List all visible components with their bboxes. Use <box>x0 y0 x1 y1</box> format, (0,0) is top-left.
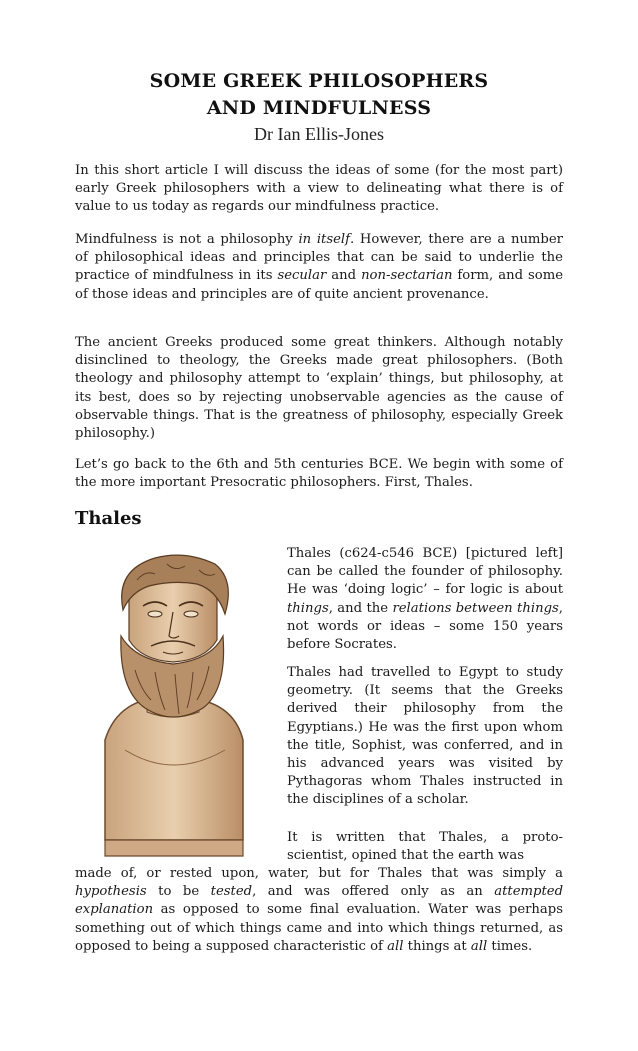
text-run: to be <box>146 884 211 900</box>
emphasis: secular <box>277 268 327 284</box>
title-line-2: AND MINDFULNESS <box>206 97 432 119</box>
emphasis: all <box>470 938 488 954</box>
emphasis: non-sectarian <box>361 268 453 284</box>
text-run: , and was offered only as an <box>252 884 495 900</box>
paragraph-egypt: Thales had travelled to Egypt to study geometry. (It seems that the Greeks derived their philosophy from the Egyptians.) He was the first upon whom the title, Sophist, was conferred, and in his advanced years was visited by Pythagoras whom Thales instructed in the disciplines of a scholar. <box>287 665 563 808</box>
paragraph-founder <box>287 545 563 654</box>
text-run: made of, or rested upon, water, but for Thales that was simply a <box>75 866 563 881</box>
text-run: as opposed to some final evaluation. Water was perhaps something out of which things came and into which things returned, as opposed to being a supposed characteristic of <box>75 902 563 954</box>
text-run: . However, there are a number of philosophical ideas and principles that can be said to underlie the practice of mindfulness in its <box>75 232 563 284</box>
emphasis: hypothesis <box>75 884 147 900</box>
emphasis: attempted explanation <box>75 884 564 918</box>
author: Dr Ian Ellis-Jones <box>254 124 384 144</box>
text-run: things at <box>403 938 471 954</box>
paragraph-greeks: The ancient Greeks produced some great thinkers. Although notably disinclined to theology, the Greeks made great philosophers. (Both theology and philosophy attempt to ‘explain’ things, but philosophy, at its best, does so by rejecting unobservable agencies as the cause of observable things. That is the greatness of philosophy, especially Greek philosophy.) <box>75 335 563 442</box>
section-heading-thales: Thales <box>75 508 142 529</box>
text-run: Thales (c624-c546 BCE) [pictured left] can be called the founder of philosophy. He was ‘doing logic’ – for logic is about <box>287 546 563 598</box>
emphasis: tested <box>210 884 253 900</box>
paragraph-intro: In this short article I will discuss the ideas of some (for the most part) early Greek philosophers with a view to delineating what there is of value to us today as regards our mindfulness practice. <box>75 163 563 215</box>
paragraph-water <box>75 865 563 956</box>
title-line-1: SOME GREEK PHILOSOPHERS <box>149 70 489 92</box>
text-run: times. <box>487 938 533 954</box>
emphasis: in itself <box>298 232 351 247</box>
paragraph-mindfulness <box>75 231 563 304</box>
text-run: and <box>326 268 362 284</box>
emphasis: relations between things <box>392 600 559 616</box>
thales-bust-image <box>75 540 271 858</box>
text-run: , not words or ideas – some 150 years before Socrates. <box>287 600 563 653</box>
emphasis: all <box>387 938 404 954</box>
text-run: , and the <box>328 600 393 616</box>
paragraph-proto-scientist-start: It is written that Thales, a proto-scientist, opined that the earth was <box>287 830 563 864</box>
paragraph-centuries: Let’s go back to the 6th and 5th centuries BCE. We begin with some of the more important Presocratic philosophers. First, Thales. <box>75 457 563 491</box>
text-run: Mindfulness is not a philosophy <box>75 232 299 247</box>
text-run: form, and some of those ideas and principles are of quite ancient provenance. <box>75 268 564 302</box>
emphasis: things <box>287 600 329 616</box>
